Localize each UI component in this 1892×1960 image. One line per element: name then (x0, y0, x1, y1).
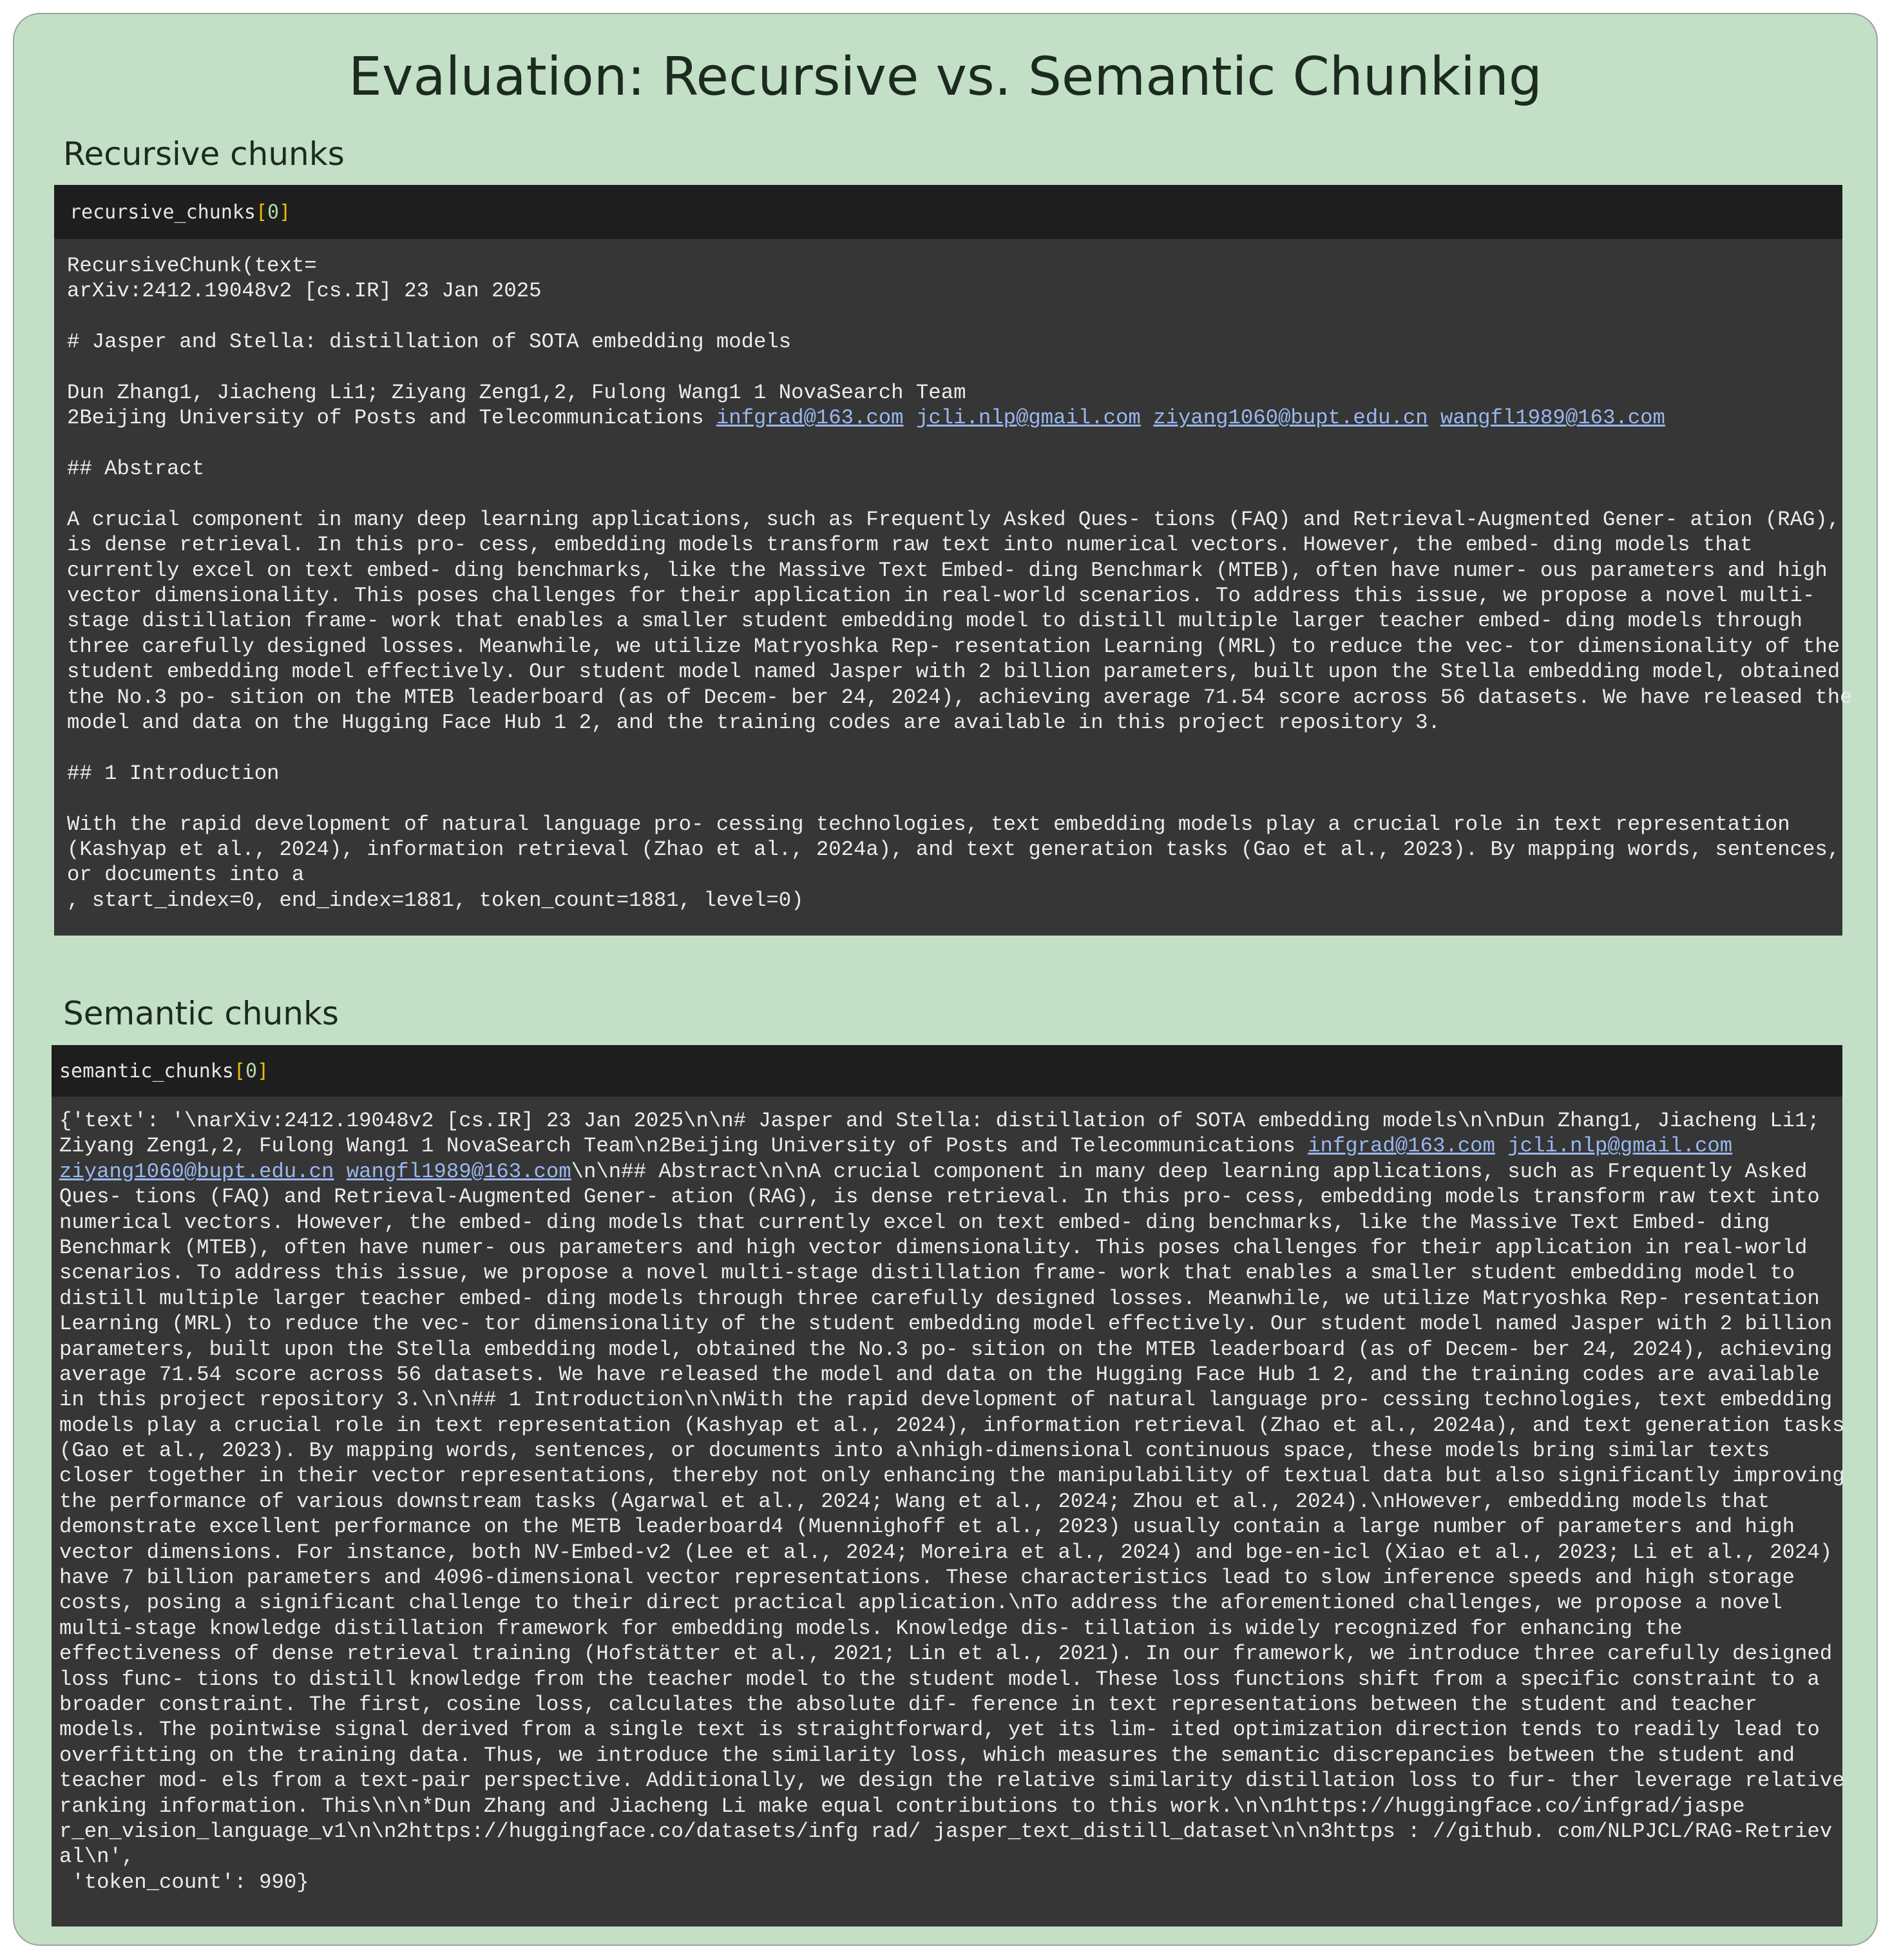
code-line (59, 1540, 1833, 1565)
code-line (67, 380, 1830, 405)
code-text: average 71.54 score across 56 datasets. We have released the model and data on the Hugging Face Hub 1 2, and the training codes are available (59, 1362, 1820, 1387)
evaluation-card (13, 13, 1878, 1946)
code-text: closer together in their vector representations, thereby not only enhancing the manipulability of textual data but also significantly improving (59, 1464, 1845, 1488)
code-text: scenarios. To address this issue, we propose a novel multi-stage distillation frame- work that enables a smaller student embedding model to (59, 1261, 1795, 1285)
code-line (67, 761, 1830, 786)
code-text: currently excel on text embed- ding benchmarks, like the Massive Text Embed- ding Benchmark (MTEB), often have numer- ous parameters and high (67, 558, 1828, 582)
code-text: (Kashyap et al., 2024), information retrieval (Zhao et al., 2024a), and text generation tasks (Gao et al., 2023). By mapping words, sentences, (67, 837, 1840, 861)
code-text: vector dimensionality. This poses challenges for their application in real-world scenarios. To address this issue, we propose a novel multi- (67, 584, 1815, 608)
code-text: Ques- tions (FAQ) and Retrieval-Augmented Gener- ation (RAG), is dense retrieval. In this pro- cess, embedding models transform raw text into (59, 1185, 1820, 1209)
code-text (904, 406, 916, 430)
code-text: \n\n## Abstract\n\nA crucial component in many deep learning applications, such as Frequently Asked (571, 1159, 1808, 1184)
semantic-heading: Semantic chunks (63, 995, 339, 1032)
code-text: parameters, built upon the Stella embedding model, obtained the No.3 po- sition on the MTEB leaderboard (as of Decem- ber 24, 2024), achieving (59, 1337, 1833, 1361)
code-line (59, 1870, 1830, 1895)
code-text: models play a crucial role in text representation (Kashyap et al., 2024), information retrieval (Zhao et al., 2024a), and text generation tasks (59, 1413, 1845, 1437)
code-text: effectiveness of dense retrieval training (Hofstätter et al., 2021; Lin et al., 2021). In our framework, we introduce three carefully designed (59, 1642, 1833, 1666)
code-line (59, 1235, 1830, 1260)
code-line (59, 1641, 1833, 1666)
code-text: Dun Zhang1, Jiacheng Li1; Ziyang Zeng1,2, Fulong Wang1 1 NovaSearch Team (67, 380, 966, 405)
code-text (1141, 406, 1153, 430)
code-line (59, 1260, 1830, 1285)
code-text: the performance of various downstream tasks (Agarwal et al., 2024; Wang et al., 2024; Zhou et al., 2024).\nHowever, embedding models that (59, 1489, 1770, 1513)
code-text: multi-stage knowledge distillation framework for embedding models. Knowledge dis- tillation is widely recognized for enhancing the (59, 1616, 1683, 1640)
code-line (59, 1337, 1833, 1362)
email-link[interactable]: wangfl1989@163.com (346, 1159, 571, 1184)
code-text: Ziyang Zeng1,2, Fulong Wang1 1 NovaSearch Team\n2Beijing University of Posts and Telecommunications (59, 1134, 1308, 1158)
code-text: , start_index=0, end_index=1881, token_count=1881, level=0) (67, 888, 804, 912)
code-text: model and data on the Hugging Face Hub 1 2, and the training codes are available in this project repository 3. (67, 711, 1440, 735)
recursive-heading: Recursive chunks (63, 135, 345, 173)
semantic-output-cell (52, 1045, 1845, 1926)
code-line (59, 1311, 1833, 1336)
code-text: have 7 billion parameters and 4096-dimensional vector representations. These characteristics lead to slow inference speeds and high storage (59, 1566, 1795, 1590)
email-link[interactable]: jcli.nlp@gmail.com (915, 406, 1141, 430)
code-line (59, 1387, 1833, 1412)
code-text: A crucial component in many deep learning applications, such as Frequently Asked Ques- tions (FAQ) and Retrieval-Augmented Gener- ation (RAG), (67, 507, 1840, 532)
code-line (59, 1717, 1830, 1742)
code-text: RecursiveChunk(text= (67, 254, 317, 278)
code-line (67, 482, 1830, 507)
code-text: overfitting on the training data. Thus, we introduce the similarity loss, which measures the semantic discrepancies between the student and (59, 1743, 1795, 1767)
code-line (67, 583, 1830, 608)
page-title: Evaluation: Recursive vs. Semantic Chunking (349, 46, 1542, 108)
code-line (67, 786, 1830, 811)
code-text: {'text': '\narXiv:2412.19048v2 [cs.IR] 23 Jan 2025\n\n# Jasper and Stella: distillation of SOTA embedding models\n\nDun Zhang1, Jiacheng Li1; (59, 1109, 1820, 1133)
code-line (67, 659, 1840, 684)
semantic-chunk-text (52, 1097, 1845, 1895)
code-text: models. The pointwise signal derived from a single text is straightforward, yet its lim- ited optimization direction tends to readily lead to (59, 1718, 1820, 1742)
code-text: student embedding model effectively. Our student model named Jasper with 2 billion parameters, built upon the Stella embedding model, obtained (67, 660, 1840, 684)
code-text: the No.3 po- sition on the MTEB leaderboard (as of Decem- ber 24, 2024), achieving average 71.54 score across 56 datasets. We have released the (67, 685, 1853, 709)
code-line (59, 1108, 1830, 1133)
email-link[interactable]: infgrad@163.com (1308, 1134, 1495, 1158)
code-text: in this project repository 3.\n\n## 1 Introduction\n\nWith the rapid development of natural language pro- cessing technologies, text embedding (59, 1388, 1833, 1412)
code-line (67, 405, 1830, 430)
semantic-var-name: semantic_chunks (59, 1059, 234, 1082)
code-text: vector dimensions. For instance, both NV-Embed-v2 (Lee et al., 2024; Moreira et al., 2024) and bge-en-icl (Xiao et al., 2023; Li et al., 2024) (59, 1540, 1833, 1564)
code-text: With the rapid development of natural language pro- cessing technologies, text embedding models play a crucial role in text representation (67, 812, 1790, 836)
code-line (67, 304, 1830, 329)
code-line (67, 812, 1830, 837)
code-line (59, 1565, 1830, 1590)
code-text: broader constraint. The first, cosine loss, calculates the absolute dif- ference in text representations between the student and teacher (59, 1692, 1757, 1716)
code-text: # Jasper and Stella: distillation of SOTA embedding models (67, 330, 792, 354)
code-text: loss func- tions to distill knowledge from the teacher model to the student model. These loss functions shift from a specific constraint to a (59, 1667, 1820, 1691)
code-text: (Gao et al., 2023). By mapping words, sentences, or documents into a\nhigh-dimensional continuous space, these models bring similar texts (59, 1439, 1770, 1463)
code-line (59, 1159, 1830, 1184)
code-line (67, 837, 1840, 862)
code-line (59, 1692, 1830, 1717)
code-text: al\n', (59, 1845, 135, 1869)
code-text: r_en_vision_language_v1\n\n2https://huggingface.co/datasets/infg rad/ jasper_text_distill_dataset\n\n3https : //github. com/NLPJCL/RAG-Retriev (59, 1819, 1833, 1843)
semantic-index: 0 (245, 1059, 258, 1082)
code-text: distill multiple larger teacher embed- ding models through three carefully designed losses. Meanwhile, we utilize Matryoshka Rep- resentation (59, 1286, 1820, 1311)
code-line (59, 1743, 1830, 1768)
code-line (67, 278, 1830, 303)
code-text: 'token_count': 990} (59, 1870, 309, 1894)
code-text: 2Beijing University of Posts and Telecommunications (67, 406, 716, 430)
code-line (67, 634, 1840, 659)
code-line (67, 456, 1830, 481)
code-text: ## 1 Introduction (67, 761, 280, 785)
code-line (59, 1286, 1830, 1311)
code-line (67, 558, 1830, 583)
code-line (59, 1844, 1830, 1869)
code-line (59, 1489, 1830, 1514)
code-text: numerical vectors. However, the embed- ding models that currently excel on text embed- ding benchmarks, like the Massive Text Embed- ding (59, 1210, 1770, 1235)
code-line (67, 355, 1830, 380)
code-line (59, 1133, 1830, 1158)
code-text (1495, 1134, 1507, 1158)
code-line (67, 608, 1830, 633)
code-text (334, 1160, 346, 1184)
code-text: stage distillation frame- work that enables a smaller student embedding model to distill multiple larger teacher embed- ding models through (67, 609, 1802, 633)
code-text: is dense retrieval. In this pro- cess, embedding models transform raw text into numerical vectors. However, the embed- ding models that (67, 533, 1753, 557)
email-link[interactable]: ziyang1060@bupt.edu.cn (59, 1159, 334, 1184)
code-line (59, 1768, 1845, 1793)
code-line (67, 710, 1830, 735)
code-line (67, 888, 1830, 913)
code-text: Learning (MRL) to reduce the vec- tor dimensionality of the student embedding model effectively. Our student model named Jasper with 2 billion (59, 1312, 1833, 1336)
code-line (67, 431, 1830, 456)
code-line (59, 1362, 1830, 1387)
code-line (67, 862, 1830, 887)
code-line (59, 1794, 1830, 1819)
code-line (67, 253, 1830, 278)
code-text: or documents into a (67, 863, 305, 887)
code-line (59, 1667, 1830, 1692)
code-line (59, 1819, 1833, 1844)
semantic-cell-header: semantic_chunks [ 0 ] (52, 1045, 1842, 1097)
code-text: teacher mod- els from a text-pair perspective. Additionally, we design the relative similarity distillation loss to fur- ther leverage relative (59, 1769, 1845, 1793)
email-link[interactable]: ziyang1060@bupt.edu.cn (1153, 406, 1428, 430)
code-text: demonstrate excellent performance on the METB leaderboard4 (Muennighoff et al., 2023) usually contain a large number of parameters and high (59, 1515, 1795, 1539)
code-line (67, 735, 1830, 760)
code-line (59, 1514, 1830, 1539)
code-text: arXiv:2412.19048v2 [cs.IR] 23 Jan 2025 (67, 279, 542, 303)
code-line (59, 1616, 1830, 1641)
code-line (59, 1590, 1830, 1615)
recursive-output-cell (54, 185, 1853, 936)
code-line (67, 329, 1830, 354)
code-line (59, 1184, 1830, 1209)
code-line (67, 532, 1830, 557)
code-text: costs, posing a significant challenge to their direct practical application.\nTo address the aforementioned challenges, we propose a novel (59, 1591, 1782, 1615)
recursive-cell-header: recursive_chunks [ 0 ] (54, 185, 1842, 239)
code-text (1428, 406, 1440, 430)
code-text: ranking information. This\n\n*Dun Zhang and Jiacheng Li make equal contributions to this work.\n\n1https://huggingface.co/infgrad/jaspe (59, 1794, 1745, 1818)
recursive-chunk-text (54, 239, 1853, 913)
code-text: Benchmark (MTEB), often have numer- ous parameters and high vector dimensionality. This poses challenges for their application in real-world (59, 1235, 1808, 1260)
code-line (67, 685, 1853, 710)
code-line (59, 1210, 1830, 1235)
code-text: three carefully designed losses. Meanwhile, we utilize Matryoshka Rep- resentation Learning (MRL) to reduce the vec- tor dimensionality of the (67, 634, 1840, 658)
code-text: ## Abstract (67, 457, 205, 481)
recursive-index: 0 (267, 200, 280, 224)
email-link[interactable]: infgrad@163.com (716, 406, 904, 430)
email-link[interactable]: wangfl1989@163.com (1440, 406, 1665, 430)
code-line (59, 1413, 1845, 1438)
code-line (67, 507, 1840, 532)
code-line (59, 1438, 1830, 1463)
email-link[interactable]: jcli.nlp@gmail.com (1507, 1134, 1733, 1158)
recursive-var-name: recursive_chunks (70, 200, 256, 224)
code-line (59, 1463, 1845, 1488)
